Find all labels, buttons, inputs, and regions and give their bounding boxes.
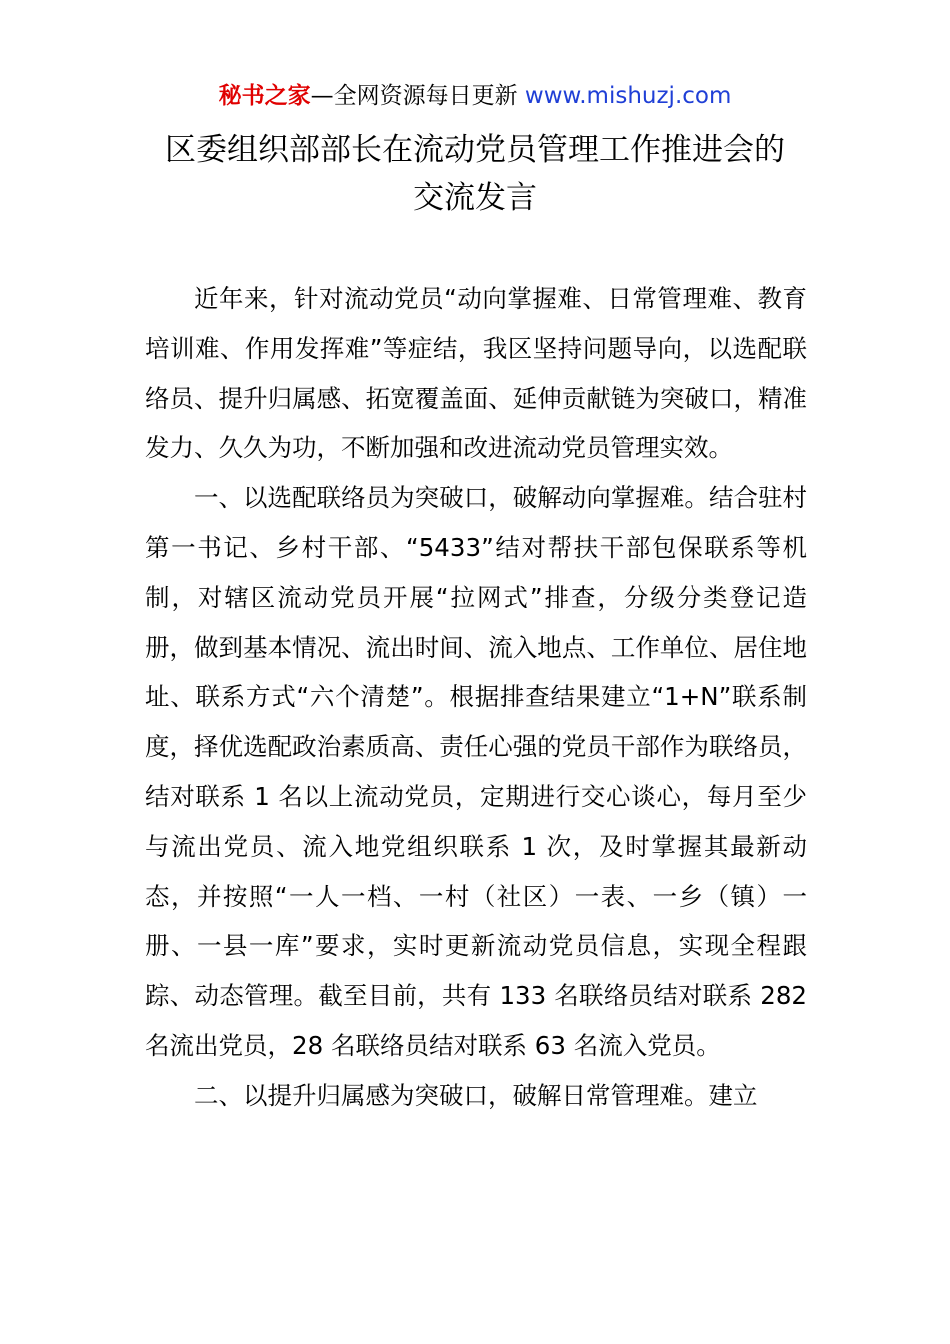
document-body [145, 274, 807, 1121]
section-1-paragraph [145, 473, 807, 1071]
section-2-paragraph [145, 1071, 807, 1121]
section-2-text: 建立 [708, 1080, 758, 1110]
site-header [0, 80, 950, 112]
section-1-heading: 一、以选配联络员为突破口，破解动向掌握难。 [194, 483, 709, 513]
site-tagline: —全网资源每日更新 [310, 83, 518, 109]
section-2-heading: 二、以提升归属感为突破口，破解日常管理难。 [194, 1080, 709, 1110]
title-line-1: 区委组织部部长在流动党员管理工作推进会的 [165, 132, 785, 168]
document-title [0, 126, 950, 222]
title-line-2: 交流发言 [413, 180, 537, 216]
section-1-text: 结合驻村第一书记、乡村干部、“5433”结对帮扶干部包保联系等机制，对辖区流动党员开展“拉网式”排查，分级分类登记造册，做到基本情况、流出时间、流入地点、工作单位、居住地址、联系方式“六个清楚”。根据排查结果建立“1+N”联系制度，择优选配政治素质高、责任心强的党员干部作为联络员，结对联系 1 名以上流动党员，定期进行交心谈心，每月至少与流出党员、流入地党组织联系 1 次，及时掌握其最新动态，并按照“一人一档、一村（社区）一表、一乡（镇）一册、一县一库”要求，实时更新流动党员信息，实现全程跟踪、动态管理。截至目前，共有 133 名联络员结对联系 282 名流出党员，28 名联络员结对联系 63 名流入党员。 [145, 483, 807, 1060]
site-brand: 秘书之家 [218, 83, 311, 109]
site-url[interactable]: www.mishuzj.com [524, 83, 732, 109]
intro-paragraph: 近年来，针对流动党员“动向掌握难、日常管理难、教育培训难、作用发挥难”等症结，我区坚持问题导向，以选配联络员、提升归属感、拓宽覆盖面、延伸贡献链为突破口，精准发力、久久为功，不断加强和改进流动党员管理实效。 [145, 284, 807, 463]
